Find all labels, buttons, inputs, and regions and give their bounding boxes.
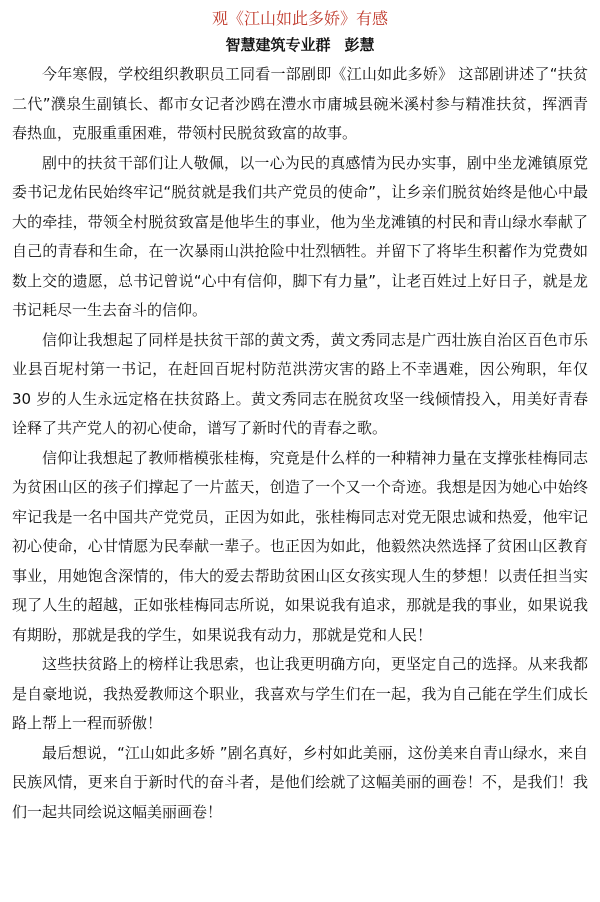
author-name: 彭慧 bbox=[344, 36, 375, 54]
byline bbox=[12, 34, 588, 56]
author-department: 智慧建筑专业群 bbox=[225, 36, 331, 54]
document-title: 观《江山如此多娇》有感 bbox=[211, 9, 388, 28]
paragraph-5: 这些扶贫路上的榜样让我思索，也让我更明确方向，更坚定自己的选择。从来我都是自豪地说，我热爱教师这个职业，我喜欢与学生们在一起，我为自己能在学生们成长路上帮上一程而骄傲！ bbox=[12, 655, 588, 732]
paragraph-4: 信仰让我想起了教师楷模张桂梅，究竟是什么样的一种精神力量在支撑张桂梅同志为贫困山区的孩子们撑起了一片蓝天，创造了一个又一个奇迹。我想是因为她心中始终牢记我是一名中国共产党党员，正因为如此，张桂梅同志对党无限忠诚和热爱，他牢记初心使命，心甘情愿为民奉献一辈子。也正因为如此，他毅然决然选择了贫困山区教育事业，用她饱含深情的，伟大的爱去帮助贫困山区女孩实现人生的梦想！以责任担当实现了人生的超越，正如张桂梅同志所说，如果说我有追求，那就是我的事业，如果说我有期盼，那就是我的学生，如果说我有动力，那就是党和人民！ bbox=[12, 448, 588, 644]
paragraph-3: 信仰让我想起了同样是扶贫干部的黄文秀，黄文秀同志是广西壮族自治区百色市乐业县百坭村第一书记，在赶回百坭村防范洪涝灾害的路上不幸遇难，因公殉职，年仅 30 岁的人生永远定格在扶贫路上。黄文秀同志在脱贫攻坚一线倾情投入，用美好青春诠释了共产党人的初心使命，谱写了新时代的青春之歌。 bbox=[12, 330, 588, 437]
paragraph-1: 今年寒假，学校组织教职员工同看一部剧即《江山如此多娇》 这部剧讲述了“扶贫二代”濮泉生副镇长、都市女记者沙鸥在澧水市庸城县碗米溪村参与精准扶贫，挥洒青春热血，克服重重困难，带领村民脱贫致富的故事。 bbox=[12, 65, 588, 142]
paragraph-2: 剧中的扶贫干部们让人敬佩，以一心为民的真感情为民办实事，剧中坐龙滩镇原党委书记龙佑民始终牢记“脱贫就是我们共产党员的使命”，让乡亲们脱贫始终是他心中最大的牵挂，带领全村脱贫致富是他毕生的事业，他为坐龙滩镇的村民和青山绿水奉献了自己的青春和生命，在一次暴雨山洪抢险中壮烈牺牲。并留下了将毕生积蓄作为党费如数上交的遗愿，总书记曾说“心中有信仰，脚下有力量”，让老百姓过上好日子，就是龙书记耗尽一生去奋斗的信仰。 bbox=[12, 153, 588, 319]
paragraph-6: 最后想说，“江山如此多娇 ”剧名真好，乡村如此美丽，这份美来自青山绿水，来自民族风情，更来自于新时代的奋斗者，是他们绘就了这幅美丽的画卷！不，是我们！我们一起共同绘说这幅美丽画卷！ bbox=[12, 743, 588, 821]
